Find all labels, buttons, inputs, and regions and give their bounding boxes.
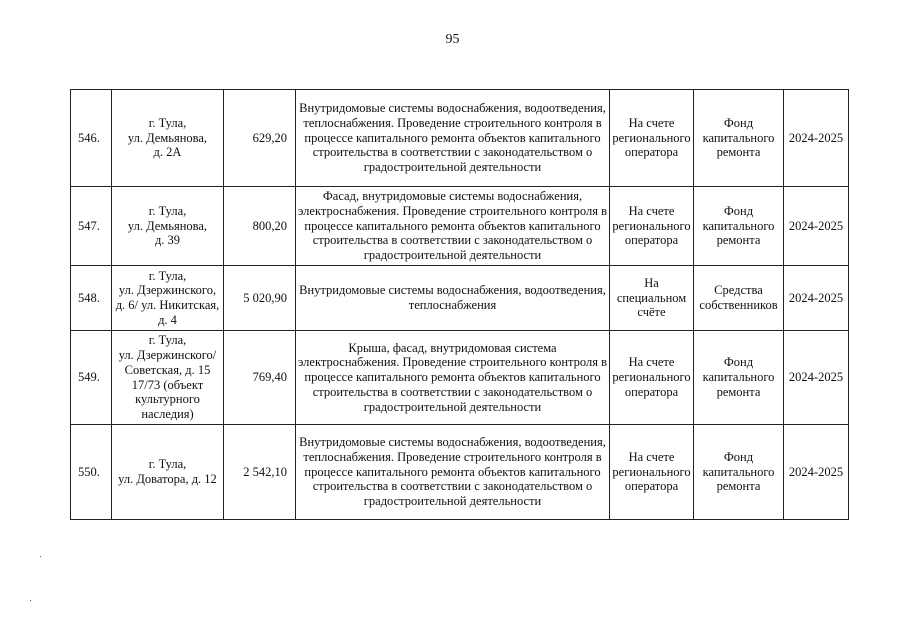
works-cell: Фасад, внутридомовые системы водоснабжения, электроснабжения. Проведение строительного контроля в процессе капитального ремонта объектов капитального строительства в соответствии с законодательством о градостроительной деятельности — [296, 187, 610, 266]
page-number: 95 — [445, 32, 460, 47]
address-cell: г. Тула, ул. Доватора, д. 12 — [112, 425, 224, 520]
account-cell: На специальном счёте — [610, 266, 694, 331]
works-cell: Крыша, фасад, внутридомовая система электроснабжения. Проведение строительного контроля в процессе капитального ремонта объектов капитального строительства в соответствии с законодательством о градостроительной деятельности — [296, 331, 610, 425]
row-number: 548. — [71, 266, 112, 331]
address-cell: г. Тула, ул. Дзержинского/ Советская, д. 15 17/73 (объект культурного наследия) — [112, 331, 224, 425]
funding-source-cell: Фонд капитального ремонта — [694, 331, 784, 425]
period-cell: 2024-2025 — [784, 90, 849, 187]
works-cell: Внутридомовые системы водоснабжения, водоотведения, теплоснабжения. Проведение строительного контроля в процессе капитального ремонта объектов капитального строительства в соответствии с законодательством о градостроительной деятельности — [296, 425, 610, 520]
funding-source-cell: Фонд капитального ремонта — [694, 187, 784, 266]
account-cell: На счете регионального оператора — [610, 425, 694, 520]
area-cell: 800,20 — [224, 187, 296, 266]
row-number: 550. — [71, 425, 112, 520]
funding-source-cell: Фонд капитального ремонта — [694, 90, 784, 187]
account-cell: На счете регионального оператора — [610, 187, 694, 266]
table-row — [71, 90, 849, 187]
works-cell: Внутридомовые системы водоснабжения, водоотведения, теплоснабжения — [296, 266, 610, 331]
table-row — [71, 187, 849, 266]
area-cell: 2 542,10 — [224, 425, 296, 520]
address-cell: г. Тула, ул. Демьянова, д. 2А — [112, 90, 224, 187]
area-cell: 769,40 — [224, 331, 296, 425]
repair-schedule-table — [70, 89, 849, 520]
table-row — [71, 266, 849, 331]
address-cell: г. Тула, ул. Дзержинского, д. 6/ ул. Никитская, д. 4 — [112, 266, 224, 331]
period-cell: 2024-2025 — [784, 425, 849, 520]
row-number: 547. — [71, 187, 112, 266]
period-cell: 2024-2025 — [784, 266, 849, 331]
address-cell: г. Тула, ул. Демьянова, д. 39 — [112, 187, 224, 266]
table-row — [71, 331, 849, 425]
area-cell: 5 020,90 — [224, 266, 296, 331]
row-number: 546. — [71, 90, 112, 187]
table-row — [71, 425, 849, 520]
works-cell: Внутридомовые системы водоснабжения, водоотведения, теплоснабжения. Проведение строительного контроля в процессе капитального ремонта объектов капитального строительства в соответствии с законодательством о градостроительной деятельности — [296, 90, 610, 187]
account-cell: На счете регионального оператора — [610, 331, 694, 425]
scan-speck — [40, 556, 41, 557]
period-cell: 2024-2025 — [784, 187, 849, 266]
period-cell: 2024-2025 — [784, 331, 849, 425]
scan-speck — [30, 600, 31, 601]
funding-source-cell: Средства собственников — [694, 266, 784, 331]
row-number: 549. — [71, 331, 112, 425]
account-cell: На счете регионального оператора — [610, 90, 694, 187]
area-cell: 629,20 — [224, 90, 296, 187]
funding-source-cell: Фонд капитального ремонта — [694, 425, 784, 520]
